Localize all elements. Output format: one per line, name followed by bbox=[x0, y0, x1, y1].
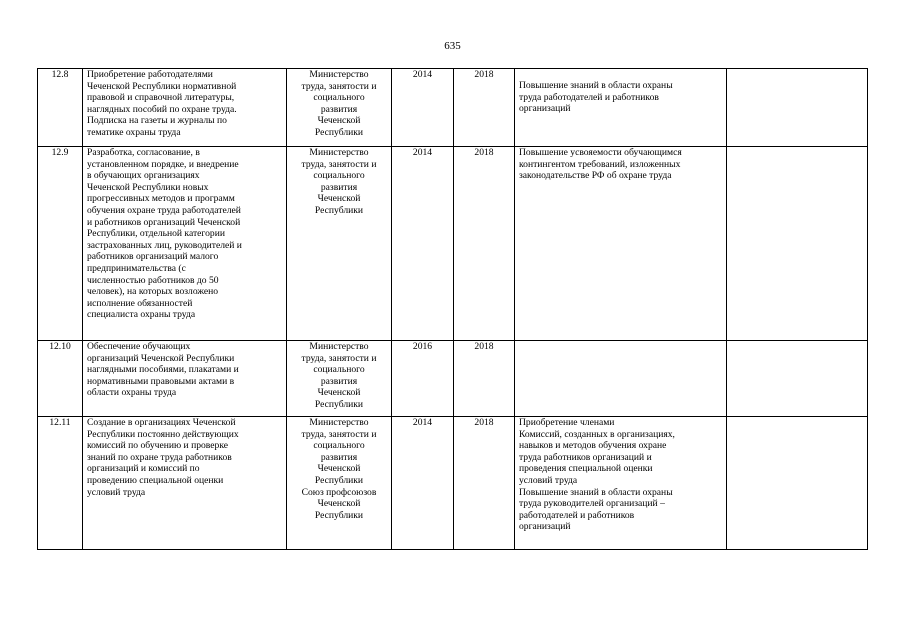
end-year-cell bbox=[454, 417, 515, 550]
start-year: 2016 bbox=[412, 341, 433, 352]
activity-text: Разработка, согласование, в установленном порядке, и внедрение в обучающих организациях Чеченской Республики новых прогрессивных методов и программ обучения охране труда работодателей и работников организаций Чеченской Республики, отдельной категории застрахованных лиц, руководителей и работников организаций малого предпринимательства (с численностью работников до 50 человек), на которых возложено исполнение обязанностей специалиста охраны труда bbox=[87, 147, 242, 321]
activity-cell bbox=[83, 417, 287, 550]
row-number-cell bbox=[38, 69, 83, 147]
measures-table bbox=[37, 68, 868, 550]
executor-cell bbox=[287, 147, 392, 341]
activity-cell bbox=[83, 341, 287, 417]
row-number: 12.8 bbox=[51, 69, 69, 80]
row-number-cell bbox=[38, 417, 83, 550]
table-row bbox=[38, 147, 868, 341]
result-text: Повышение усвояемости обучающимся контингентом требований, изложенных законодательстве РФ об охране труда bbox=[519, 147, 682, 182]
result-text: Приобретение членами Комиссий, созданных в организациях, навыков и методов обучения охране труда работников организаций и проведения специальной оценки условий труда Повышение знаний в области охраны труда руководителей организаций – работодателей и работников организаций bbox=[519, 417, 675, 533]
end-year: 2018 bbox=[474, 69, 494, 80]
note-cell bbox=[727, 147, 868, 341]
table-row bbox=[38, 417, 868, 550]
table-row bbox=[38, 341, 868, 417]
note-cell bbox=[727, 417, 868, 550]
activity-cell bbox=[83, 69, 287, 147]
result-cell bbox=[515, 341, 727, 417]
row-number-cell bbox=[38, 341, 83, 417]
end-year: 2018 bbox=[474, 417, 494, 428]
row-number: 12.9 bbox=[51, 147, 69, 158]
activity-text: Обеспечение обучающих организаций Чеченской Республики наглядными пособиями, плакатами и нормативными правовыми актами в области охраны труда bbox=[87, 341, 239, 399]
end-year-cell bbox=[454, 341, 515, 417]
end-year-cell bbox=[454, 69, 515, 147]
start-year-cell bbox=[392, 341, 454, 417]
activity-text: Приобретение работодателями Чеченской Республики нормативной правовой и справочной литературы, наглядных пособий по охране труда. Подписка на газеты и журналы по тематике охраны труда bbox=[87, 69, 237, 138]
executor-cell bbox=[287, 341, 392, 417]
end-year-cell bbox=[454, 147, 515, 341]
row-number-cell bbox=[38, 147, 83, 341]
result-cell bbox=[515, 147, 727, 341]
executor-text: Министерство труда, занятости и социального развития Чеченской Республики bbox=[301, 69, 377, 138]
start-year: 2014 bbox=[412, 417, 433, 428]
row-number: 12.10 bbox=[49, 341, 71, 352]
result-cell bbox=[515, 69, 727, 147]
start-year: 2014 bbox=[412, 69, 433, 80]
result-cell bbox=[515, 417, 727, 550]
executor-text: Министерство труда, занятости и социального развития Чеченской Республики Союз профсоюзов Чеченской Республики bbox=[301, 417, 377, 521]
activity-text: Создание в организациях Чеченской Республики постоянно действующих комиссий по обучению и проверке знаний по охране труда работников организаций и комиссий по проведению специальной оценки условий труда bbox=[87, 417, 239, 498]
executor-cell bbox=[287, 69, 392, 147]
note-cell bbox=[727, 69, 868, 147]
executor-text: Министерство труда, занятости и социального развития Чеченской Республики bbox=[301, 147, 377, 216]
start-year-cell bbox=[392, 417, 454, 550]
end-year: 2018 bbox=[474, 147, 494, 158]
activity-cell bbox=[83, 147, 287, 341]
end-year: 2018 bbox=[474, 341, 494, 352]
executor-cell bbox=[287, 417, 392, 550]
start-year-cell bbox=[392, 147, 454, 341]
page-number: 635 bbox=[444, 40, 461, 52]
table-row bbox=[38, 69, 868, 147]
start-year-cell bbox=[392, 69, 454, 147]
row-number: 12.11 bbox=[49, 417, 71, 428]
start-year: 2014 bbox=[412, 147, 433, 158]
result-text: Повышение знаний в области охраны труда работодателей и работников организаций bbox=[519, 80, 673, 115]
note-cell bbox=[727, 341, 868, 417]
executor-text: Министерство труда, занятости и социального развития Чеченской Республики bbox=[301, 341, 377, 410]
